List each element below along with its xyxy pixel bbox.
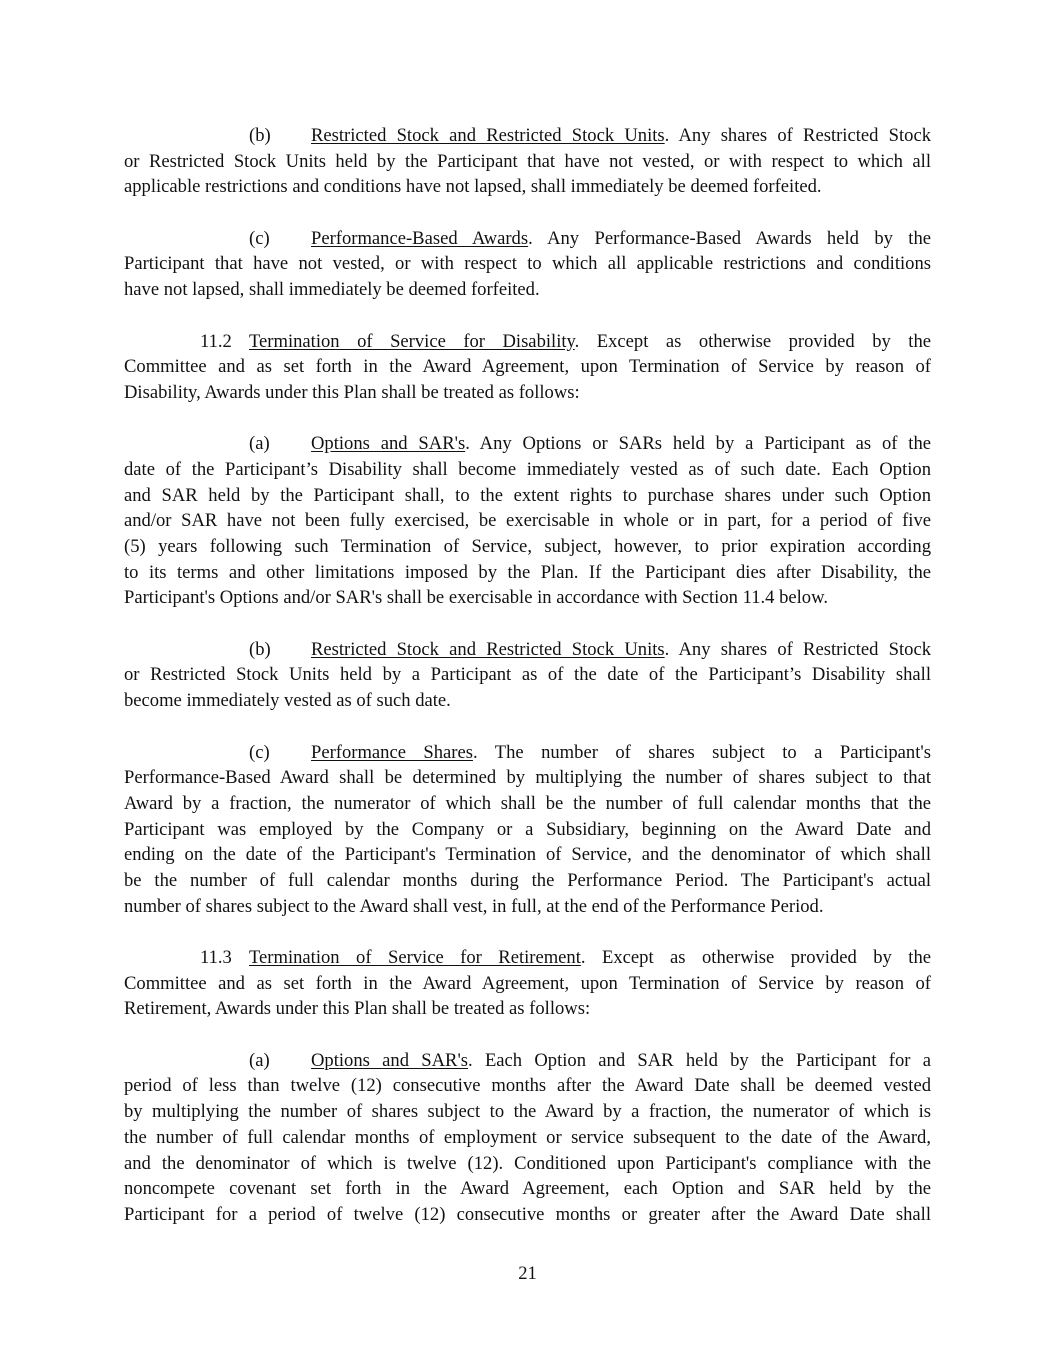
text-line: Committee and as set forth in the Award Agreement, upon Termination of Service by reason of	[124, 356, 931, 378]
text-line: Award by a fraction, the numerator of which shall be the number of full calendar months that the	[124, 792, 931, 814]
paragraph-number: (c)	[249, 741, 270, 763]
paragraph-title: Termination of Service for Retirement	[249, 947, 581, 968]
text-line: Performance-Based Award shall be determined by multiplying the number of shares subject to that	[124, 767, 931, 789]
text-line	[124, 226, 931, 252]
paragraph-text: . Any Options or SARs held by a Participant as of the	[465, 433, 931, 455]
paragraph-text: . Any shares of Restricted Stock	[664, 638, 931, 660]
subsection-paragraph	[124, 1048, 931, 1228]
text-line: have not lapsed, shall immediately be deemed forfeited.	[124, 279, 540, 301]
paragraph-text: . Each Option and SAR held by the Participant for a	[468, 1049, 931, 1071]
paragraph-title: Restricted Stock and Restricted Stock Units	[311, 125, 665, 146]
text-line: be the number of full calendar months during the Performance Period. The Participant's actual	[124, 869, 931, 891]
text-line: ending on the date of the Participant's Termination of Service, and the denominator of which shall	[124, 844, 931, 866]
text-line: and/or SAR have not been fully exercised, be exercisable in whole or in part, for a period of five	[124, 510, 931, 532]
paragraph-number: (b)	[249, 125, 271, 146]
text-line	[124, 123, 931, 149]
subsection-paragraph	[124, 226, 931, 303]
text-line: Committee and as set forth in the Award Agreement, upon Termination of Service by reason of	[124, 972, 931, 994]
subsection-paragraph	[124, 123, 931, 200]
paragraph-number: (a)	[249, 1049, 270, 1071]
paragraph-number: (c)	[249, 227, 270, 249]
text-line: Retirement, Awards under this Plan shall be treated as follows:	[124, 998, 591, 1020]
paragraph-text: . The number of shares subject to a Participant's	[473, 741, 931, 763]
paragraph-title: Performance-Based Awards	[311, 227, 529, 249]
paragraph-number: (b)	[249, 638, 271, 660]
paragraph-text: . Except as otherwise provided by the	[580, 947, 931, 968]
text-line: applicable restrictions and conditions have not lapsed, shall immediately be deemed forfeited.	[124, 176, 822, 198]
text-line	[124, 945, 931, 971]
paragraph-title: Options and SAR's	[311, 433, 466, 455]
text-line: or Restricted Stock Units held by the Participant that have not vested, or with respect to which all	[124, 150, 931, 172]
paragraph-number: (a)	[249, 433, 270, 455]
paragraph-title: Performance Shares	[311, 741, 473, 763]
text-line	[124, 1048, 931, 1074]
document-body	[124, 123, 931, 1253]
text-line: and SAR held by the Participant shall, to the extent rights to purchase shares under such Option	[124, 484, 931, 506]
text-line: number of shares subject to the Award shall vest, in full, at the end of the Performance Period.	[124, 895, 824, 917]
text-line	[124, 740, 931, 766]
subsection-paragraph	[124, 431, 931, 611]
text-line: Disability, Awards under this Plan shall be treated as follows:	[124, 381, 580, 403]
text-line: by multiplying the number of shares subject to the Award by a fraction, the numerator of which is	[124, 1101, 931, 1123]
text-line: Participant for a period of twelve (12) consecutive months or greater after the Award Date shall	[124, 1203, 931, 1225]
paragraph-text: . Any shares of Restricted Stock	[664, 125, 931, 146]
text-line: the number of full calendar months of employment or service subsequent to the date of the Award,	[124, 1126, 931, 1148]
text-line: to its terms and other limitations imposed by the Plan. If the Participant dies after Disability, the	[124, 561, 931, 583]
text-line: or Restricted Stock Units held by a Participant as of the date of the Participant’s Disability shall	[124, 664, 931, 686]
section-paragraph	[124, 945, 931, 1022]
text-line: date of the Participant’s Disability shall become immediately vested as of such date. Each Option	[124, 458, 931, 480]
paragraph-title: Options and SAR's	[311, 1049, 469, 1071]
paragraph-text: . Any Performance-Based Awards held by the	[528, 227, 931, 249]
paragraph-number: 11.3	[200, 947, 232, 968]
text-line: become immediately vested as of such date.	[124, 690, 451, 712]
text-line: (5) years following such Termination of Service, subject, however, to prior expiration according	[124, 536, 931, 557]
text-line: Participant was employed by the Company or a Subsidiary, beginning on the Award Date and	[124, 818, 931, 840]
text-line: Participant's Options and/or SAR's shall be exercisable in accordance with Section 11.4 below.	[124, 587, 828, 609]
text-line	[124, 329, 931, 355]
text-line: noncompete covenant set forth in the Award Agreement, each Option and SAR held by the	[124, 1178, 931, 1200]
page-number: 21	[518, 1263, 537, 1284]
paragraph-text: . Except as otherwise provided by the	[574, 330, 931, 352]
text-line	[124, 637, 931, 663]
paragraph-title: Termination of Service for Disability	[249, 330, 575, 352]
text-line: Participant that have not vested, or with respect to which all applicable restrictions and conditions	[124, 253, 931, 275]
text-line: period of less than twelve (12) consecutive months after the Award Date shall be deemed vested	[124, 1075, 931, 1097]
section-paragraph	[124, 329, 931, 406]
paragraph-number: 11.2	[200, 330, 232, 352]
subsection-paragraph	[124, 637, 931, 714]
subsection-paragraph	[124, 740, 931, 920]
paragraph-title: Restricted Stock and Restricted Stock Units	[311, 638, 665, 660]
text-line	[124, 431, 931, 457]
text-line: and the denominator of which is twelve (12). Conditioned upon Participant's compliance with the	[124, 1152, 931, 1174]
